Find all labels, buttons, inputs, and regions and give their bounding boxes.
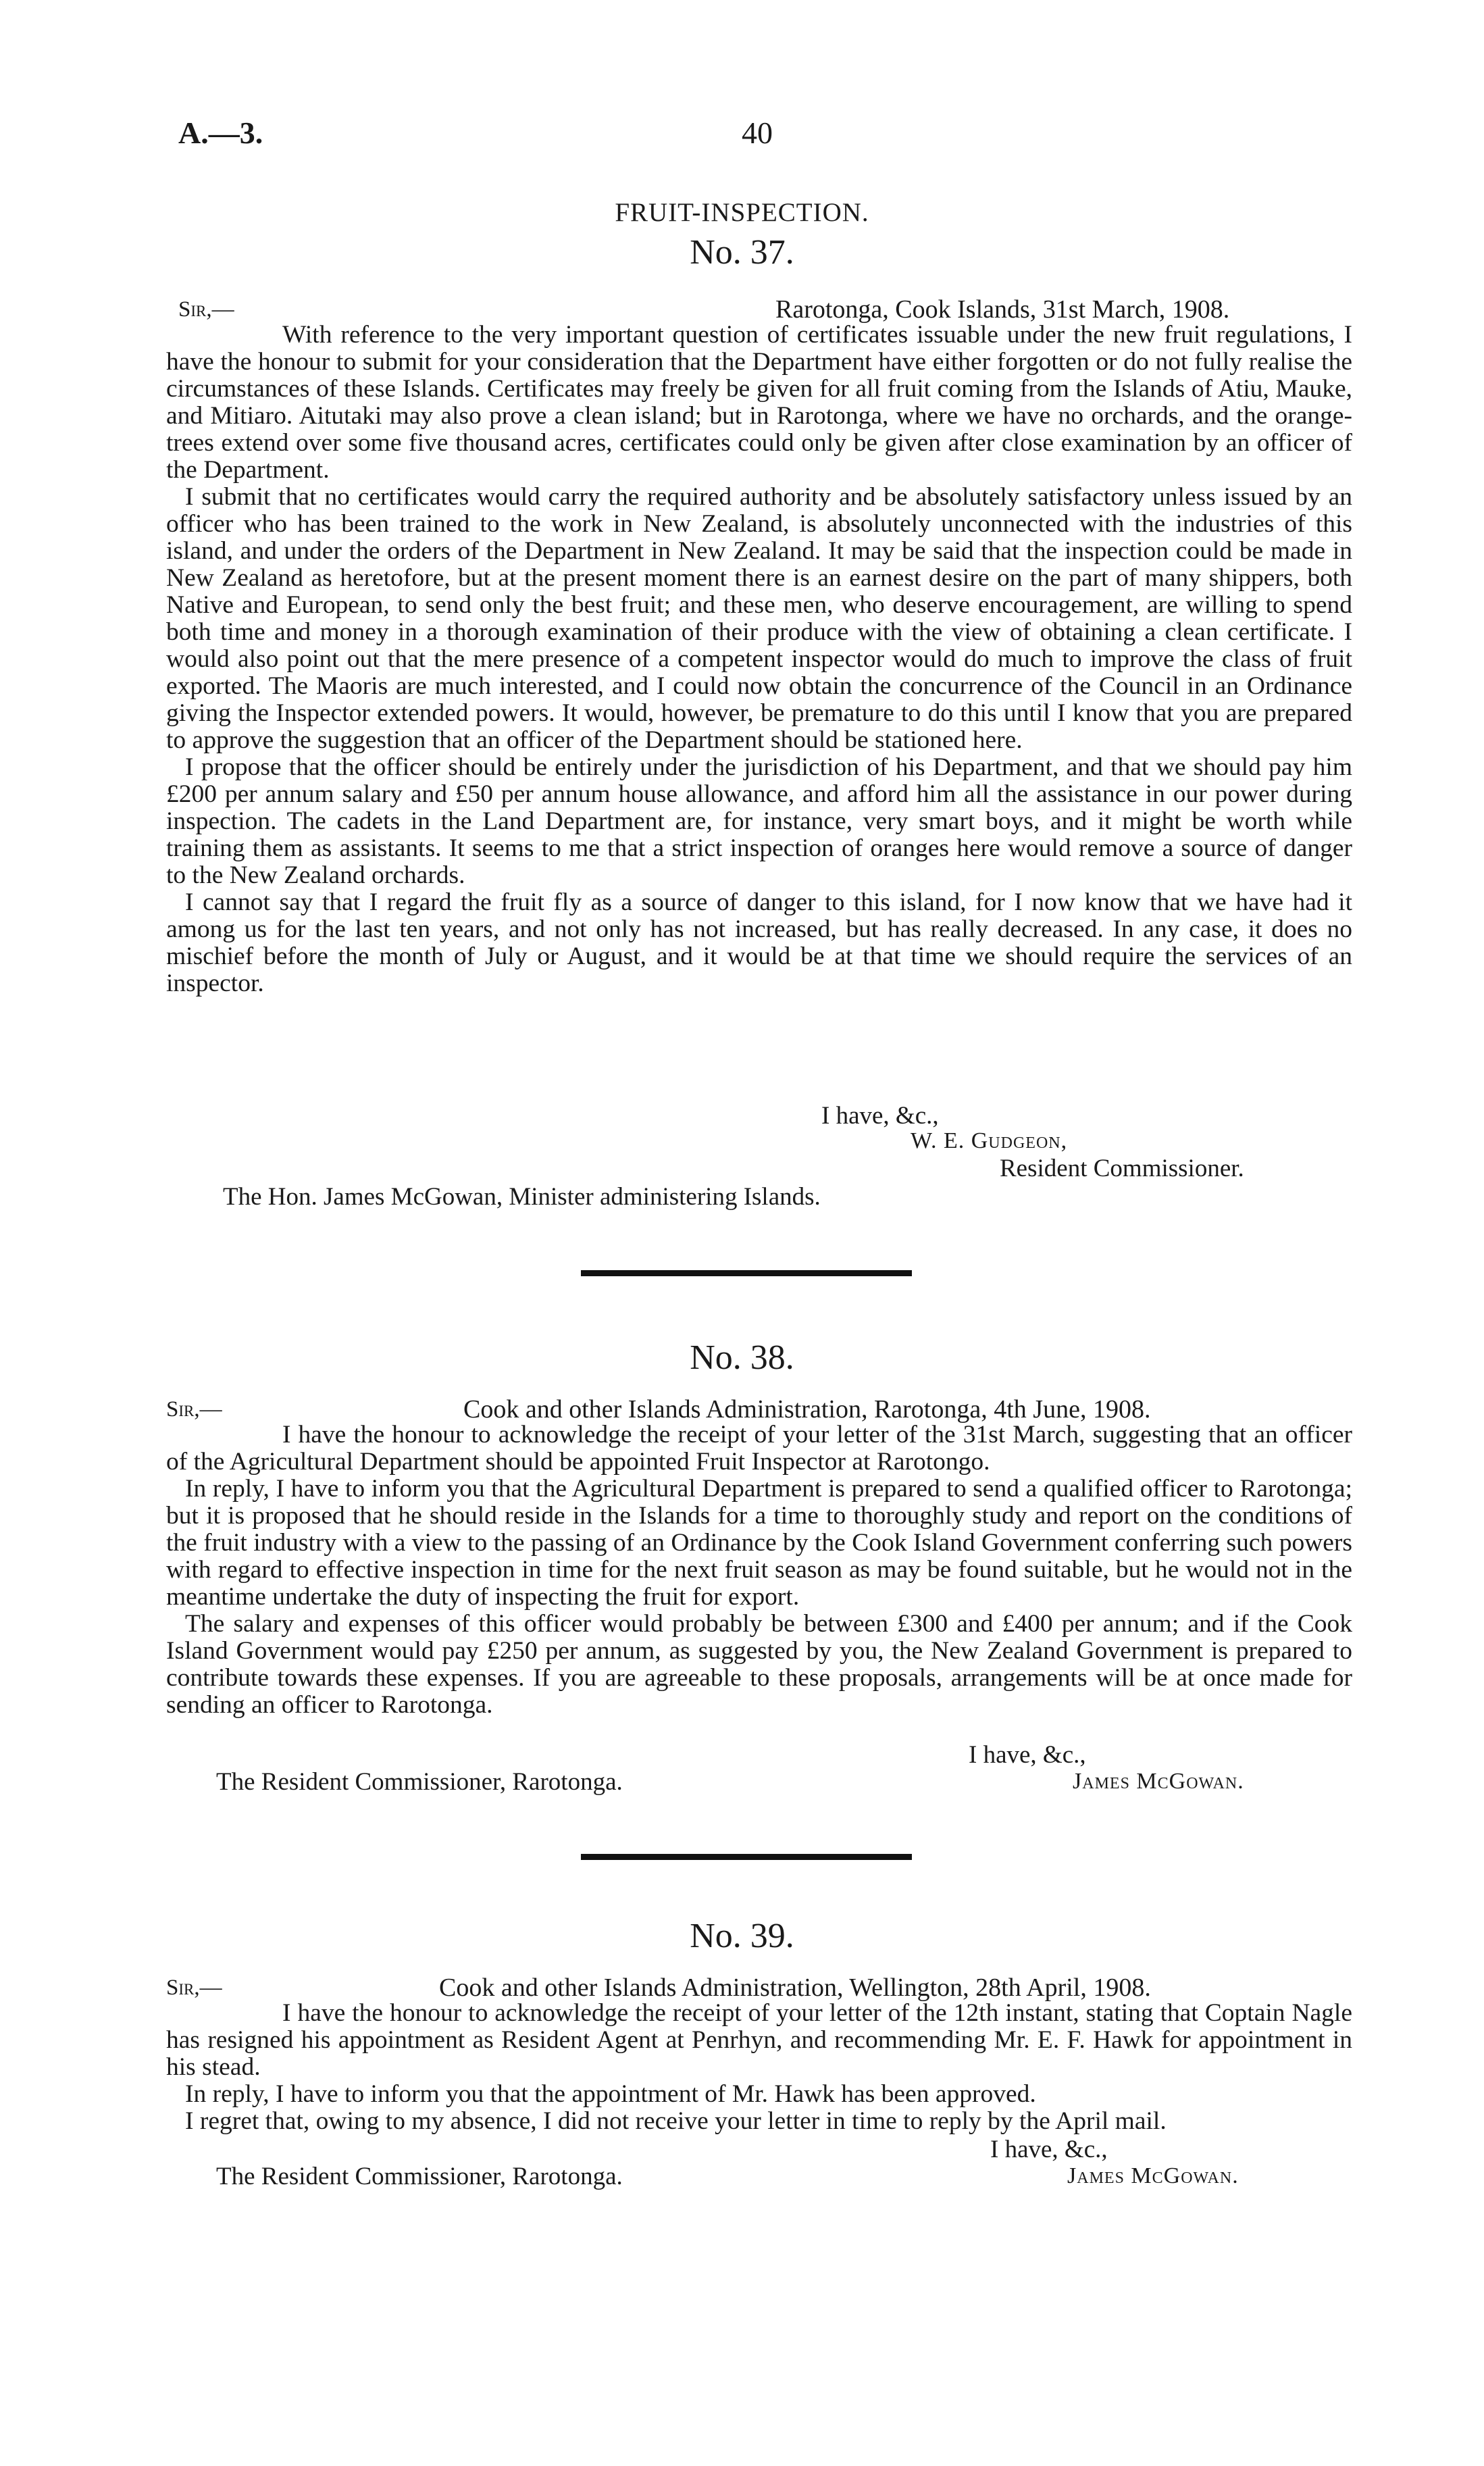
paragraph: The salary and expenses of this officer would probably be between £300 and £400 per annum; and if the Cook Island Government would pay £250 per annum, as suggested by you, the New Zealand Government is prepared to contribute towards these expenses. If you are agreeable to these proposals, arrangements will be at once made for sending an officer to Rarotonga. [166, 1610, 1352, 1719]
addressee: The Resident Commissioner, Rarotonga. [216, 2163, 623, 2190]
letter-body [166, 322, 1352, 997]
page-reference: A.—3. [178, 116, 263, 150]
paragraph: In reply, I have to inform you that the appointment of Mr. Hawk has been approved. [185, 2080, 1036, 2108]
closing: I have, &c., [990, 2136, 1108, 2163]
closing: I have, &c., [969, 1741, 1086, 1769]
paragraph: I regret that, owing to my absence, I did not receive your letter in time to reply by the April mail. [185, 2107, 1167, 2135]
paragraph: In reply, I have to inform you that the Agricultural Department is prepared to send a qualified officer to Rarotonga; but it is proposed that he should reside in the Islands for a time to thoroughly study and report on the conditions of the fruit industry with a view to the passing of an Ordinance by the Cook Island Government conferring such powers with regard to effective inspection in time for the next fruit season as may be found suitable, but he would not in the meantime undertake the duty of inspecting the fruit for export. [166, 1475, 1352, 1611]
salutation: Sir,— [166, 1397, 222, 1421]
dateline: Cook and other Islands Administration, Rarotonga, 4th June, 1908. [463, 1395, 1151, 1424]
addressee: The Resident Commissioner, Rarotonga. [216, 1768, 623, 1796]
salutation: Sir,— [166, 1976, 222, 2000]
dateline: Rarotonga, Cook Islands, 31st March, 1908. [775, 295, 1230, 324]
divider-rule [581, 1854, 912, 1860]
signature: James McGowan. [1067, 2163, 1239, 2188]
dateline: Cook and other Islands Administration, Wellington, 28th April, 1908. [439, 1973, 1151, 2002]
letter-number: No. 38. [690, 1338, 794, 1377]
section-title: FRUIT-INSPECTION. [615, 198, 869, 227]
closing: I have, &c., [821, 1102, 939, 1130]
signatory-title: Resident Commissioner. [1000, 1155, 1244, 1182]
salutation: Sir,— [178, 297, 234, 322]
signature: W. E. Gudgeon, [911, 1128, 1068, 1153]
divider-rule [581, 1270, 912, 1276]
signature: James McGowan. [1073, 1769, 1244, 1794]
letter-number: No. 39. [690, 1917, 794, 1955]
paragraph: I cannot say that I regard the fruit fly as a source of danger to this island, for I now know that we have had it among us for the last ten years, and not only has not increased, but has really decreased. In any case, it does no mischief before the month of July or August, and it would be at that time we should require the services of an inspector. [166, 888, 1352, 997]
paragraph: I propose that the officer should be entirely under the jurisdiction of his Department, and that we should pay him £200 per annum salary and £50 per annum house allowance, and afford him all the assistance in our power during inspection. The cadets in the Land Department are, for instance, very smart boys, and it might be worth while training them as assistants. It seems to me that a strict inspection of oranges here would remove a source of danger to the New Zealand orchards. [166, 753, 1352, 889]
letter-body [166, 1421, 1352, 1719]
letter-number: No. 37. [690, 233, 794, 272]
addressee: The Hon. James McGowan, Minister administering Islands. [223, 1183, 821, 1211]
page-number: 40 [742, 116, 773, 150]
paragraph: I have the honour to acknowledge the receipt of your letter of the 12th instant, stating that Coptain Nagle has resigned his appointment as Resident Agent at Penrhyn, and recommending Mr. E. F. Hawk for appointment in his stead. [166, 1999, 1352, 2081]
letter-body [166, 2000, 1352, 2135]
paragraph: With reference to the very important question of certificates issuable under the new fruit regulations, I have the honour to submit for your consideration that the Department have either forgotten or do not fully realise the circumstances of these Islands. Certificates may freely be given for all fruit coming from the Islands of Atiu, Mauke, and Mitiaro. Aitutaki may also prove a clean island; but in Rarotonga, where we have no orchards, and the orange-trees extend over some five thousand acres, certificates could only be given after close examination by an officer of the Department. [166, 321, 1352, 484]
paragraph: I have the honour to acknowledge the receipt of your letter of the 31st March, suggesting that an officer of the Agricultural Department should be appointed Fruit Inspector at Rarotongo. [166, 1421, 1352, 1476]
paragraph: I submit that no certificates would carry the required authority and be absolutely satisfactory unless issued by an officer who has been trained to the work in New Zealand, is absolutely unconnected with the industries of this island, and under the orders of the Department in New Zealand. It may be said that the inspection could be made in New Zealand as heretofore, but at the present moment there is an earnest desire on the part of many shippers, both Native and European, to send only the best fruit; and these men, who deserve encouragement, are willing to spend both time and money in a thorough examination of their produce with the view of obtaining a clean certificate. I would also point out that the mere presence of a competent inspector would do much to improve the class of fruit exported. The Maoris are much interested, and I could now obtain the concurrence of the Council in an Ordinance giving the Inspector extended powers. It would, however, be premature to do this until I know that you are prepared to approve the suggestion that an officer of the Department should be stationed here. [166, 483, 1352, 754]
